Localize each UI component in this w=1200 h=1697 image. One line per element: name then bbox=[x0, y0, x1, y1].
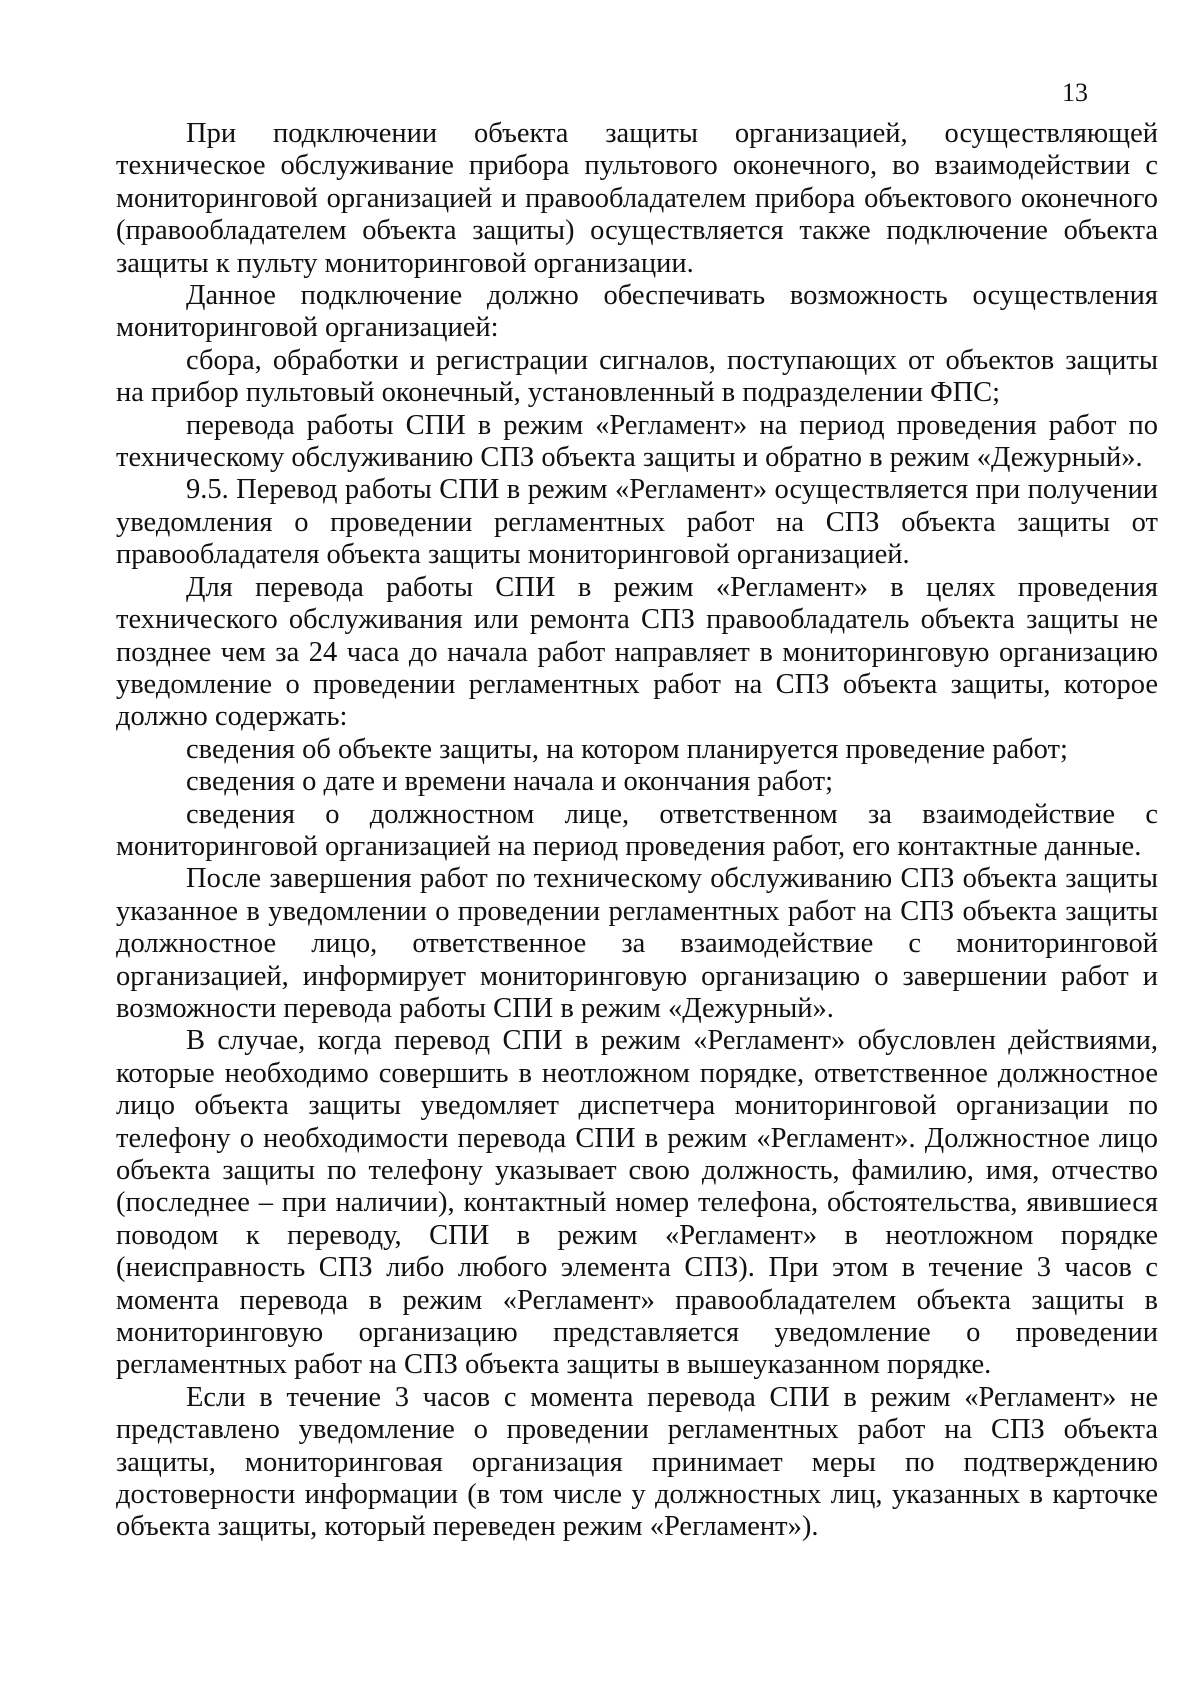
paragraph-12: Если в течение 3 часов с момента перевода СПИ в режим «Регламент» не представлено уведомление о проведении регламентных работ на СПЗ объекта защиты, мониторинговая организация принимает меры по подтверждению достоверности информации (в том числе у должностных лиц, указанных в карточке объекта защиты, который переведен режим «Регламент»). bbox=[116, 1381, 1158, 1543]
paragraph-9: сведения о должностном лице, ответственном за взаимодействие с мониторинговой организацией на период проведения работ, его контактные данные. bbox=[116, 798, 1158, 862]
document-body bbox=[116, 118, 1158, 1544]
paragraph-6: Для перевода работы СПИ в режим «Регламент» в целях проведения технического обслуживания или ремонта СПЗ правообладатель объекта защиты не позднее чем за 24 часа до начала работ направляет в мониторинговую организацию уведомление о проведении регламентных работ на СПЗ объекта защиты, которое должно содержать: bbox=[116, 571, 1158, 733]
paragraph-3: сбора, обработки и регистрации сигналов, поступающих от объектов защиты на прибор пультовый оконечный, установленный в подразделении ФПС; bbox=[116, 344, 1158, 409]
page-number: 13 bbox=[1062, 78, 1088, 107]
paragraph-11: В случае, когда перевод СПИ в режим «Регламент» обусловлен действиями, которые необходимо совершить в неотложном порядке, ответственное должностное лицо объекта защиты уведомляет диспетчера мониторинговой организации по телефону о необходимости перевода СПИ в режим «Регламент». Должностное лицо объекта защиты по телефону указывает свою должность, фамилию, имя, отчество (последнее – при наличии), контактный номер телефона, обстоятельства, явившиеся поводом к переводу, СПИ в режим «Регламент» в неотложном порядке (неисправность СПЗ либо любого элемента СПЗ). При этом в течение 3 часов с момента перевода в режим «Регламент» правообладателем объекта защиты в мониторинговую организацию представляется уведомление о проведении регламентных работ на СПЗ объекта защиты в вышеуказанном порядке. bbox=[116, 1025, 1158, 1381]
paragraph-1: При подключении объекта защиты организацией, осуществляющей техническое обслуживание прибора пультового оконечного, во взаимодействии с мониторинговой организацией и правообладателем прибора объектового оконечного (правообладателем объекта защиты) осуществляется также подключение объекта защиты к пульту мониторинговой организации. bbox=[116, 118, 1158, 279]
paragraph-2: Данное подключение должно обеспечивать возможность осуществления мониторинговой организацией: bbox=[116, 280, 1158, 344]
paragraph-5: 9.5. Перевод работы СПИ в режим «Регламент» осуществляется при получении уведомления о проведении регламентных работ на СПЗ объекта защиты от правообладателя объекта защиты мониторинговой организацией. bbox=[116, 474, 1158, 571]
paragraph-7: сведения об объекте защиты, на котором планируется проведение работ; bbox=[186, 733, 1068, 765]
paragraph-10: После завершения работ по техническому обслуживанию СПЗ объекта защиты указанное в уведомлении о проведении регламентных работ на СПЗ объекта защиты должностное лицо, ответственное за взаимодействие с мониторинговой организацией, информирует мониторинговую организацию о завершении работ и возможности перевода работы СПИ в режим «Дежурный». bbox=[116, 863, 1158, 1024]
paragraph-8: сведения о дате и времени начала и окончания работ; bbox=[186, 766, 834, 798]
paragraph-4: перевода работы СПИ в режим «Регламент» на период проведения работ по техническому обслуживанию СПЗ объекта защиты и обратно в режим «Дежурный». bbox=[116, 409, 1158, 474]
